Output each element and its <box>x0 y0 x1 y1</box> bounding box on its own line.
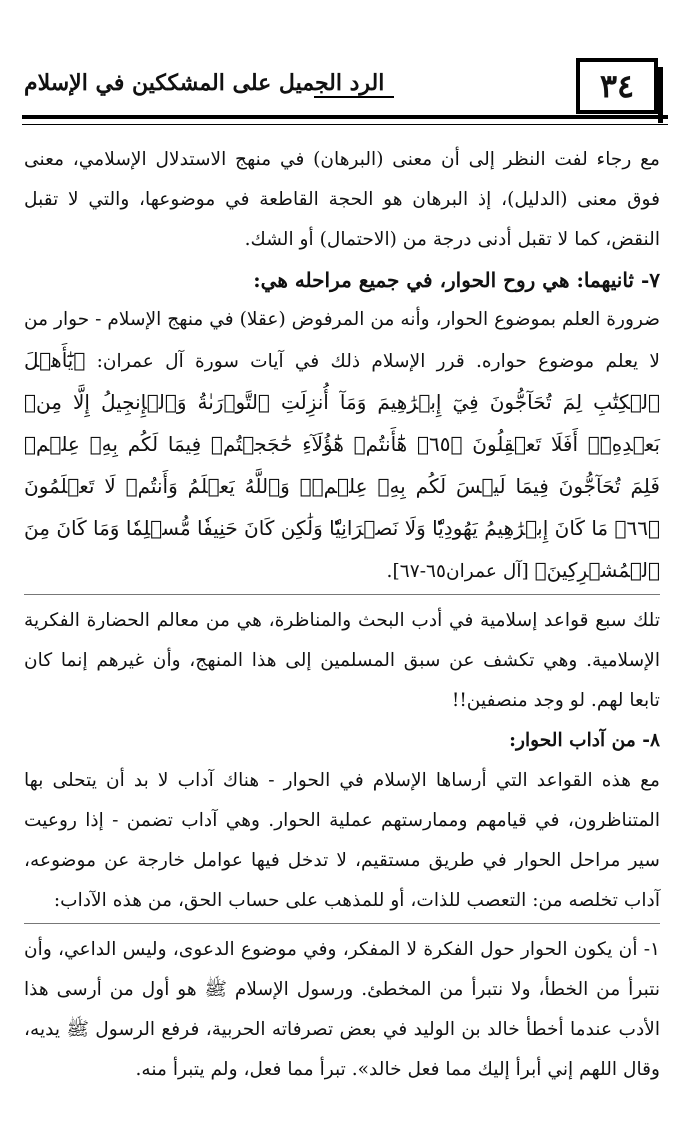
section-7-text: ضرورة العلم بموضوع الحوار، وأنه من المرفوض (عقلا) في منهج الإسلام - حوار من لا يعلم موضوع حواره. قرر الإسلام ذلك في آيات سورة آل عمران: <box>24 309 660 372</box>
header-rule-thick <box>22 115 668 119</box>
divider <box>24 594 660 595</box>
running-title: الرد الجميل على المشككين في الإسلام <box>24 70 385 96</box>
quran-verses: ﴿يَٰٓأَهۡلَ ٱلۡكِتَٰبِ لِمَ تُحَآجُّونَ فِيٓ إِبۡرَٰهِيمَ وَمَآ أُنزِلَتِ ٱلتَّوۡرَىٰةُ وَٱلۡإِنجِيلُ إِلَّا مِنۢ بَعۡدِهِۦٓۚ أَفَلَا تَعۡقِلُونَ ﴿٦٥﴾ هَٰٓأَنتُمۡ هَٰٓؤُلَآءِ حَٰجَجۡتُمۡ فِيمَا لَكُم بِهِۦ عِلۡمٞ فَلِمَ تُحَآجُّونَ فِيمَا لَيۡسَ لَكُم بِهِۦ عِلۡمٞۚ وَٱللَّهُ يَعۡلَمُ وَأَنتُمۡ لَا تَعۡلَمُونَ ﴿٦٦﴾ مَا كَانَ إِبۡرَٰهِيمُ يَهُودِيّٗا وَلَا نَصۡرَانِيّٗا وَلَٰكِن كَانَ حَنِيفٗا مُّسۡلِمٗا وَمَا كَانَ مِنَ ٱلۡمُشۡرِكِينَ﴾ <box>24 348 660 582</box>
header-rule-thin <box>22 124 668 125</box>
section-heading-7: ٧- ثانيهما: هي روح الحوار، في جميع مراحله هي: <box>253 268 660 292</box>
section-7-paragraph <box>24 300 660 592</box>
intro-paragraph: مع رجاء لفت النظر إلى أن معنى (البرهان) في منهج الاستدلال الإسلامي، معنى فوق معنى (الدليل)، إذ البرهان هو الحجة القاطعة في موضوعها، والتي لا تقبل النقض، كما لا تقبل أدنى درجة من (الاحتمال) أو الشك. <box>24 149 660 250</box>
page-body <box>24 140 660 1090</box>
divider <box>24 923 660 924</box>
quran-citation: [آل عمران٦٥-٦٧]. <box>386 561 529 582</box>
title-underline <box>314 96 394 98</box>
section-8-paragraph: مع هذه القواعد التي أرساها الإسلام في الحوار - هناك آداب لا بد أن يتحلى بها المتناظرون، في قيامهم وممارستهم عملية الحوار. وهي آداب تضمن - إذا روعيت سير مراحل الحوار في طريق مستقيم، لا تدخل فيها عوامل خارجة عن موضوعه، آداب تخلصه من: التعصب للذات، أو للمذهب على حساب الحق، من هذه الآداب: <box>24 770 660 911</box>
page-number: ٣٤ <box>576 58 658 114</box>
list-item-1: ١- أن يكون الحوار حول الفكرة لا المفكر، وفي موضوع الدعوى، وليس الداعي، وأن نتبرأ من الخطأ، ولا نتبرأ من المخطئ. ورسول الإسلام ﷺ هو أول من أرسى هذا الأدب عندما أخطأ خالد بن الوليد في بعض تصرفاته الحربية، فرفع الرسول ﷺ يديه، وقال اللهم إني أبرأ إليك مما فعل خالد». تبرأ مما فعل، ولم يتبرأ منه. <box>24 939 660 1080</box>
section-heading-8: ٨- من آداب الحوار: <box>509 730 660 751</box>
conclusion-paragraph: تلك سبع قواعد إسلامية في أدب البحث والمناظرة، هي من معالم الحضارة الفكرية الإسلامية. وهي تكشف عن سبق المسلمين إلى هذا المنهج، وأن غيرهم إنما كان تابعا لهم. لو وجد منصفين!! <box>24 610 660 711</box>
